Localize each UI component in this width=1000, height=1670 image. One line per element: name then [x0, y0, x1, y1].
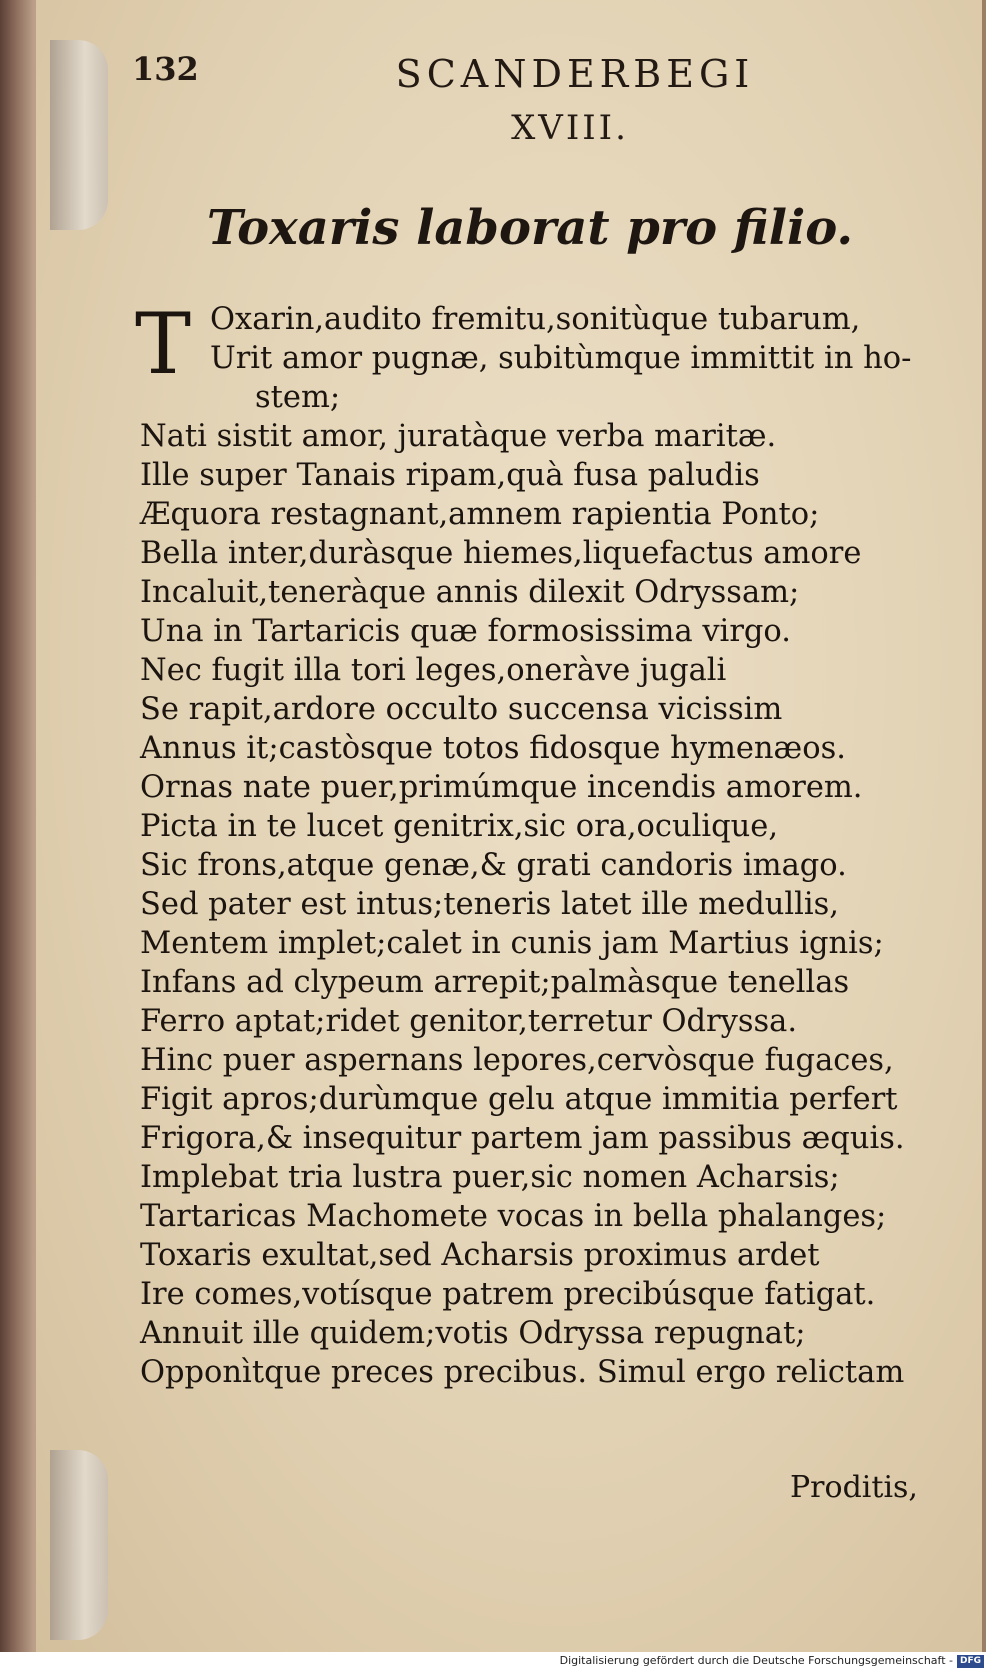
dfg-logo: DFG: [957, 1655, 984, 1668]
verse-line: Ire comes,votísque patrem precibúsque fatigat.: [140, 1277, 876, 1312]
verse-line: Hinc puer aspernans lepores,cervòsque fugaces,: [140, 1043, 894, 1078]
running-head: SCANDERBEGI: [395, 52, 755, 96]
verse-block: [135, 295, 960, 1392]
verse-line: Opponìtque preces precibus. Simul ergo relictam: [140, 1355, 905, 1390]
verse-line: Incaluit,teneràque annis dilexit Odryssam;: [140, 575, 800, 610]
verse-line: Annuit ille quidem;votis Odryssa repugnat;: [140, 1316, 806, 1351]
verse-line: Ornas nate puer,primúmque incendis amorem.: [140, 770, 863, 805]
verse-line: Oxarin,audito fremitu,sonitùque tubarum,: [210, 302, 861, 337]
catchword: Proditis,: [790, 1470, 918, 1505]
verse-line: Annus it;castòsque totos fidosque hymenæos.: [140, 731, 846, 766]
verse-line: Una in Tartaricis quæ formosissima virgo.: [140, 614, 791, 649]
verse-line: Mentem implet;calet in cunis jam Martius ignis;: [140, 926, 884, 961]
verse-line: Ferro aptat;ridet genitor,terretur Odryssa.: [140, 1004, 798, 1039]
verse-line: Tartaricas Machomete vocas in bella phalanges;: [140, 1199, 887, 1234]
verse-line: Bella inter,duràsque hiemes,liquefactus amore: [140, 536, 862, 571]
drop-cap: T: [135, 295, 192, 393]
verse-line: Nati sistit amor, juratàque verba maritæ.: [140, 419, 777, 454]
verse-line: Figit apros;durùmque gelu atque immitia perfert: [140, 1082, 898, 1117]
page-clip-bottom: [50, 1450, 108, 1640]
verse-line: Sed pater est intus;teneris latet ille medullis,: [140, 887, 839, 922]
verse-line: Urit amor pugnæ, subitùmque immittit in ho-: [210, 341, 912, 376]
verse-line: Implebat tria lustra puer,sic nomen Acharsis;: [140, 1160, 840, 1195]
verse-line: Frigora,& insequitur partem jam passibus æquis.: [140, 1121, 905, 1156]
digitization-credit: [560, 1652, 984, 1670]
chapter-number: XVIII.: [511, 108, 629, 148]
credit-text: Digitalisierung gefördert durch die Deutsche Forschungsgemeinschaft -: [559, 1654, 953, 1667]
verse-line: Nec fugit illa tori leges,oneràve jugali: [140, 653, 727, 688]
verse-line: Se rapit,ardore occulto succensa vicissim: [140, 692, 783, 727]
verse-line: Infans ad clypeum arrepit;palmàsque tenellas: [140, 965, 850, 1000]
page-number: 132: [132, 50, 199, 88]
section-title: Toxaris laborat pro filio.: [206, 200, 854, 256]
verse-line: Toxaris exultat,sed Acharsis proximus ardet: [140, 1238, 820, 1273]
verse-lines: [140, 417, 960, 1392]
verse-line: Sic frons,atque genæ,& grati candoris imago.: [140, 848, 847, 883]
verse-line: Ille super Tanais ripam,quà fusa paludis: [140, 458, 760, 493]
verse-line: Æquora restagnant,amnem rapientia Ponto;: [140, 497, 820, 532]
verse-line: stem;: [255, 380, 341, 415]
verse-line: Picta in te lucet genitrix,sic ora,oculique,: [140, 809, 779, 844]
